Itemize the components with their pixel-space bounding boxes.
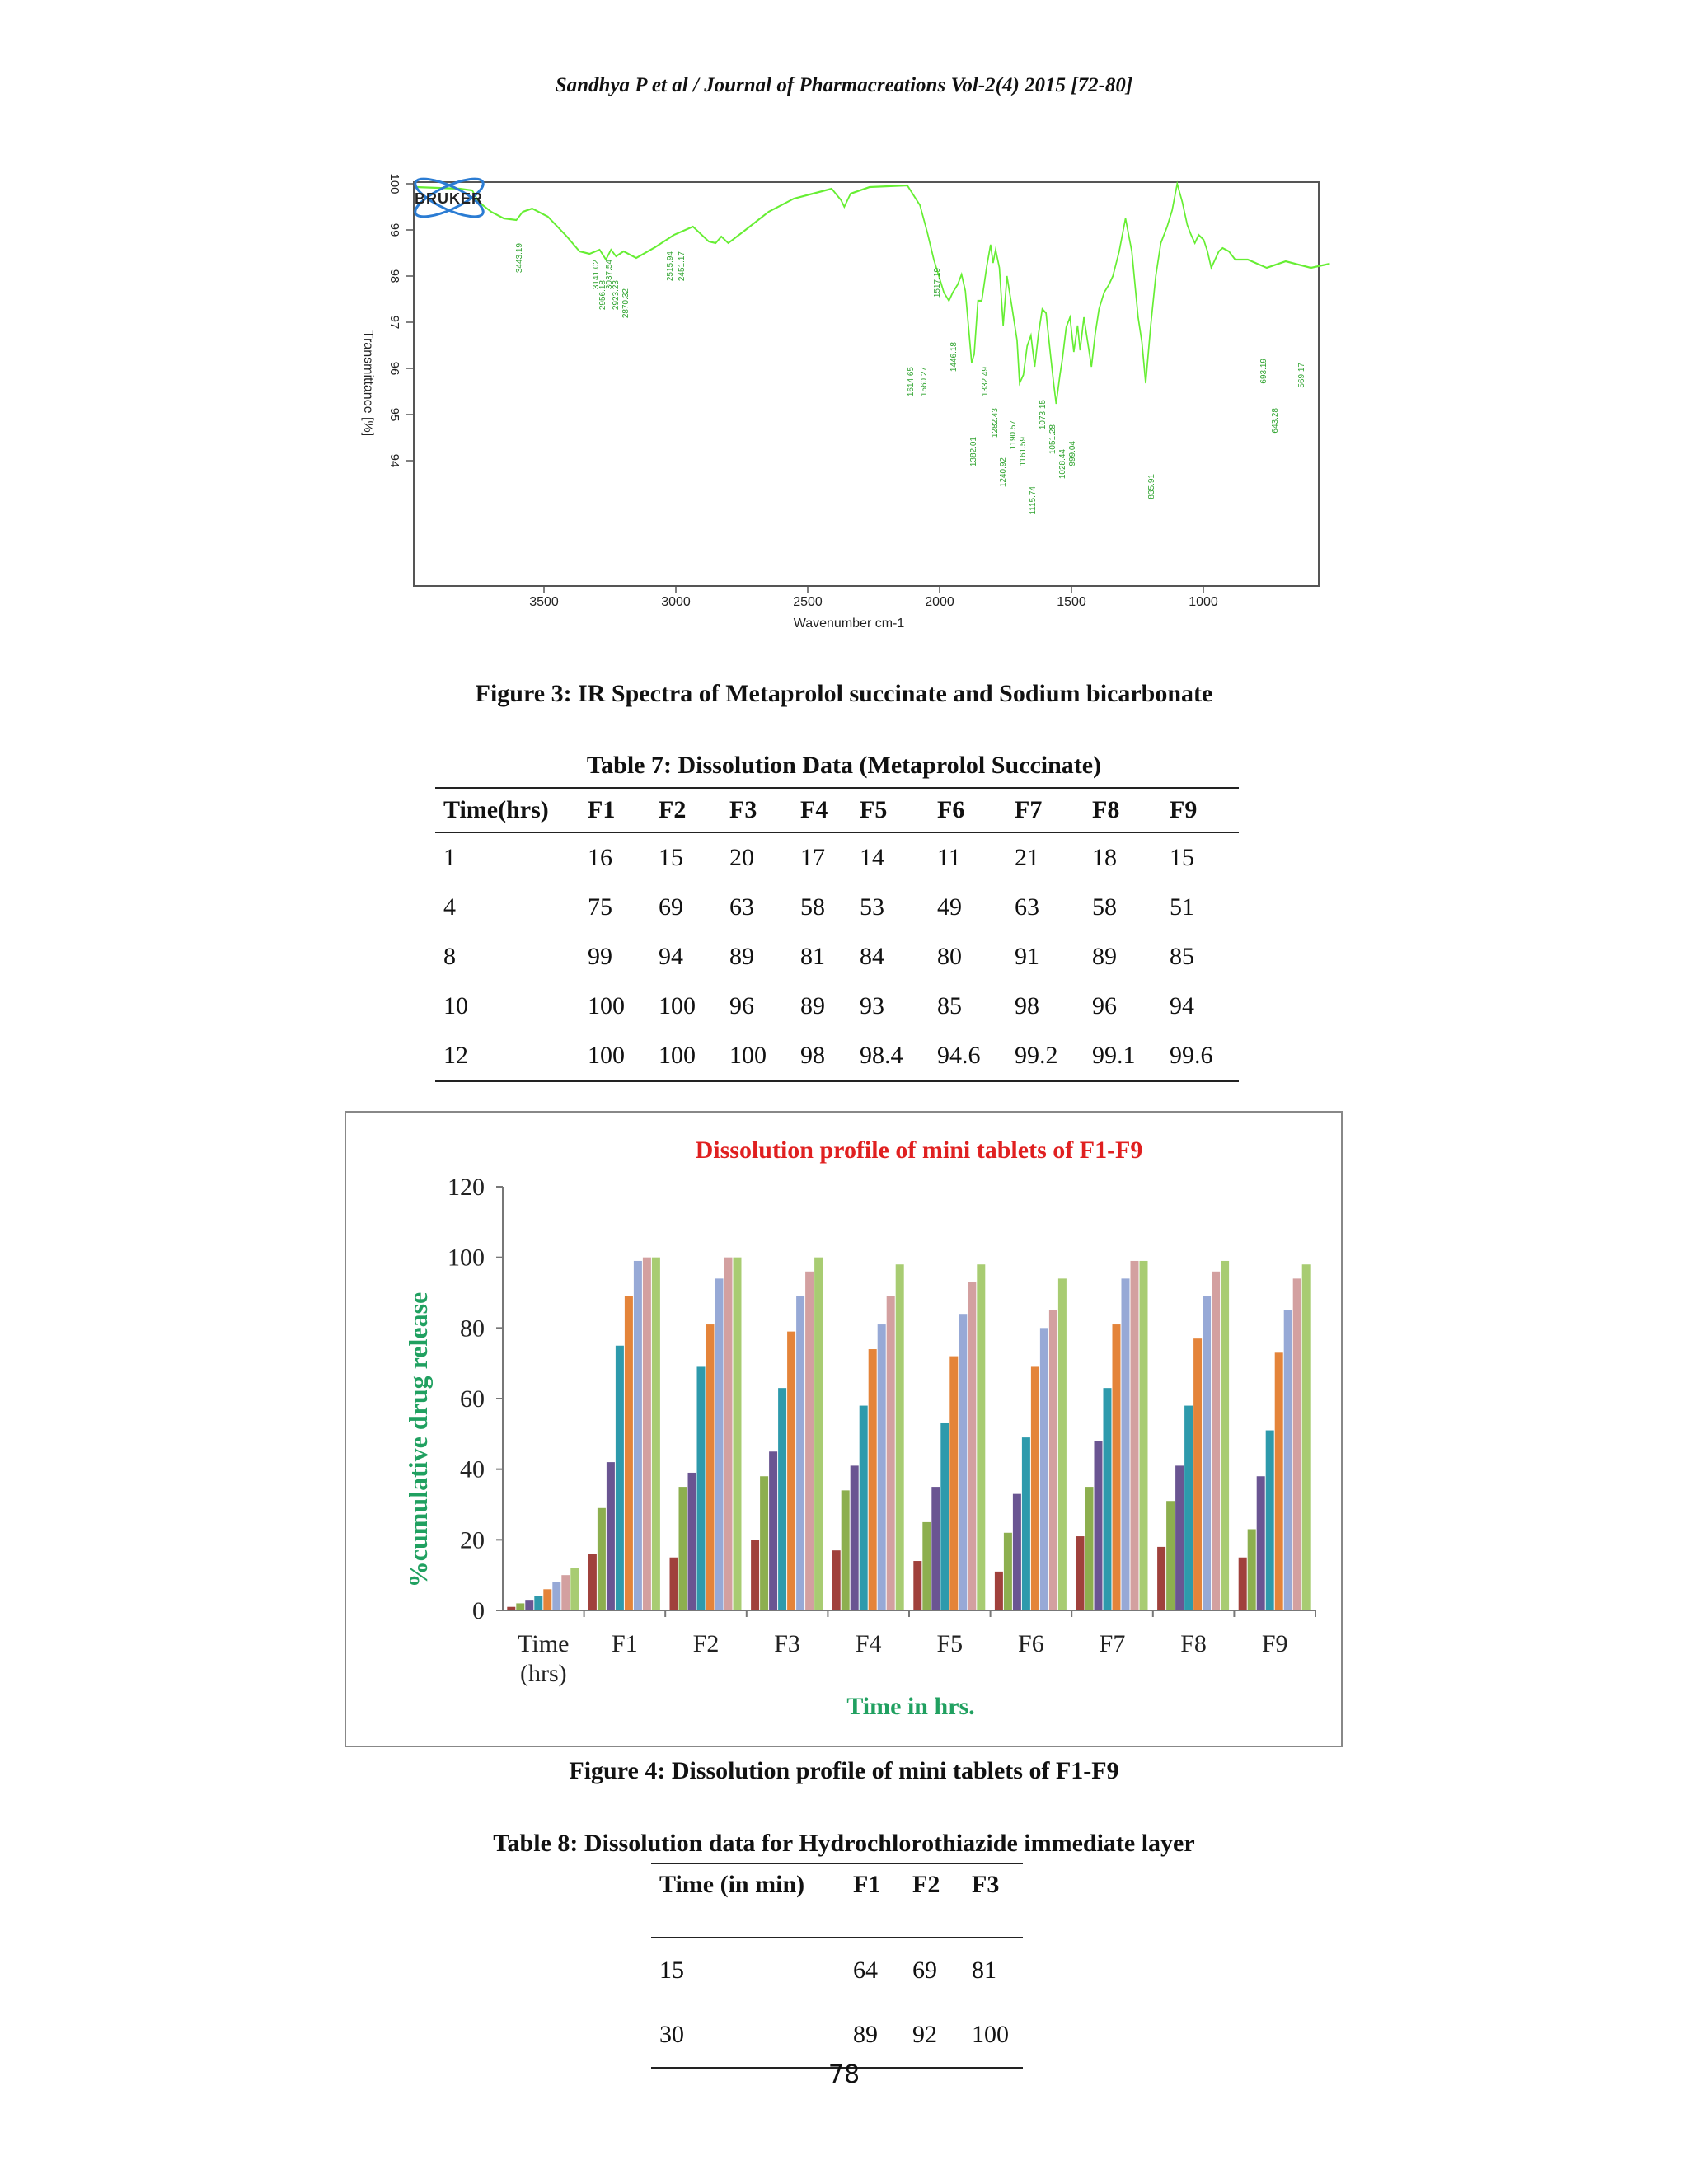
ir-peak-label: 1161.59 (1019, 437, 1028, 466)
bar (697, 1366, 706, 1610)
bar (525, 1600, 533, 1610)
dissolution-chart (345, 1111, 1343, 1747)
table7-cell: 100 (659, 1042, 696, 1069)
table8-cell: 30 (659, 2021, 684, 2048)
ir-y-tick: 95 (387, 407, 401, 422)
table8-cell: 89 (853, 2021, 878, 2048)
table7-cell: 80 (937, 943, 962, 970)
bar (1013, 1494, 1021, 1610)
x-tick-label: F2 (692, 1630, 720, 1657)
table7-caption: Table 7: Dissolution Data (Metaprolol Succinate) (586, 752, 1102, 779)
bar (842, 1490, 850, 1610)
table8-wrapper (651, 1863, 1023, 2069)
table8-row (651, 2003, 1023, 2068)
bar (1122, 1278, 1130, 1610)
bar (940, 1423, 949, 1610)
ir-peak-label: 999.04 (1068, 441, 1077, 466)
bar (516, 1603, 524, 1610)
bar (1175, 1465, 1184, 1610)
x-tick-label: F1 (612, 1630, 638, 1657)
figure3-caption: Figure 3: IR Spectra of Metaprolol succinate and Sodium bicarbonate (475, 680, 1213, 707)
y-tick-label: 80 (460, 1315, 485, 1343)
bar (995, 1572, 1003, 1610)
bar (896, 1264, 904, 1610)
bar (851, 1465, 859, 1610)
ir-y-tick: 98 (387, 269, 401, 284)
bar (561, 1575, 570, 1610)
ir-peak-label: 1614.65 (907, 367, 916, 397)
bar (1212, 1272, 1220, 1610)
ir-peak-label: 1051.28 (1048, 424, 1057, 455)
table7-cell: 91 (1015, 943, 1039, 970)
ir-peak-label: 835.91 (1147, 474, 1156, 499)
bar (1193, 1338, 1202, 1610)
bruker-logo (410, 171, 487, 223)
ir-peak-label: 1282.43 (991, 408, 1000, 438)
x-tick-label: F3 (774, 1630, 800, 1657)
table7-header: F5 (860, 796, 888, 823)
table8-cell: 92 (912, 2021, 937, 2048)
ir-peak-label: 2923.23 (612, 280, 621, 311)
ir-peak-label: 1517.19 (933, 268, 942, 298)
bar (625, 1296, 633, 1610)
ir-x-tick: 2500 (793, 595, 823, 609)
bar (1031, 1366, 1039, 1610)
table7-cell: 12 (443, 1042, 468, 1069)
table7-cell: 96 (729, 992, 754, 1019)
bar (1058, 1278, 1067, 1610)
ir-xlabel: Wavenumber cm-1 (793, 616, 905, 630)
table7-cell: 100 (588, 992, 625, 1019)
bar (679, 1487, 687, 1610)
table7-cell: 93 (860, 992, 884, 1019)
bar (1004, 1533, 1012, 1610)
ir-x-tick: 3500 (529, 595, 559, 609)
bar (734, 1258, 742, 1610)
ir-peak-label: 569.17 (1297, 363, 1306, 388)
table7-cell: 63 (729, 893, 754, 921)
bar (1104, 1388, 1112, 1610)
bar (959, 1314, 967, 1610)
table8-header: F2 (912, 1871, 940, 1898)
ir-peak-label: 2515.94 (666, 251, 675, 282)
bar (706, 1324, 715, 1610)
bar (887, 1296, 895, 1610)
bar (1275, 1352, 1283, 1610)
table7-row (435, 883, 1239, 932)
table8 (651, 1863, 1023, 2069)
bar (878, 1324, 886, 1610)
page-number: 78 (828, 2060, 860, 2089)
table8-header: Time (in min) (659, 1871, 805, 1898)
table8-cell: 81 (972, 1957, 996, 1984)
table8-header: F3 (972, 1871, 1000, 1898)
table7-cell: 99.1 (1092, 1042, 1136, 1069)
table7-row (435, 982, 1239, 1031)
bar (1266, 1431, 1274, 1610)
table8-cell: 64 (853, 1957, 878, 1984)
bar (968, 1282, 976, 1610)
table7-cell: 18 (1092, 844, 1117, 871)
table7-cell: 85 (937, 992, 962, 1019)
table8-header-row (651, 1863, 1023, 1938)
y-tick-label: 40 (460, 1455, 485, 1483)
x-tick-label: F9 (1261, 1630, 1288, 1657)
table7-cell: 58 (800, 893, 825, 921)
ir-x-tick: 2000 (925, 595, 954, 609)
table7-cell: 85 (1170, 943, 1194, 970)
y-tick-label: 100 (448, 1244, 485, 1272)
y-tick-label: 20 (460, 1526, 485, 1554)
ir-x-tick: 1000 (1189, 595, 1218, 609)
bar (977, 1264, 985, 1610)
table8-caption: Table 8: Dissolution data for Hydrochlorothiazide immediate layer (493, 1830, 1195, 1857)
ir-peak-label: 1382.01 (969, 437, 978, 467)
table7-header-row (435, 788, 1239, 832)
table7-cell: 89 (800, 992, 825, 1019)
table7-cell: 51 (1170, 893, 1194, 921)
table7-cell: 99.2 (1015, 1042, 1058, 1069)
bar (552, 1582, 560, 1610)
ir-peak-labels (515, 243, 1306, 515)
table7-header: F2 (659, 796, 687, 823)
ir-peak-label: 3037.54 (605, 260, 614, 290)
table7-cell: 17 (800, 844, 825, 871)
bar (950, 1357, 958, 1610)
table7-cell: 89 (1092, 943, 1117, 970)
ir-peak-label: 1190.57 (1009, 420, 1018, 450)
bar (1140, 1261, 1148, 1610)
bar (778, 1388, 786, 1610)
x-tick-label: F4 (855, 1630, 882, 1657)
table7-header: F4 (800, 796, 828, 823)
table7-header: F1 (588, 796, 616, 823)
bar (652, 1258, 660, 1610)
table7-cell: 16 (588, 844, 612, 871)
table8-cell: 69 (912, 1957, 937, 1984)
table7-header: F6 (937, 796, 965, 823)
ir-peak-label: 2451.17 (678, 251, 687, 282)
bar (913, 1561, 921, 1610)
ir-y-tick: 100 (387, 173, 401, 194)
bar (751, 1540, 759, 1610)
table7-cell: 21 (1015, 844, 1039, 871)
bar (1184, 1406, 1193, 1610)
table8-row (651, 1938, 1023, 2003)
bar (796, 1296, 804, 1610)
x-tick-label: F7 (1099, 1630, 1126, 1657)
table8-cell: 100 (972, 2021, 1009, 2048)
bar (787, 1332, 795, 1610)
table7-cell: 15 (659, 844, 683, 871)
table7-cell: 94 (1170, 992, 1194, 1019)
x-tick-label: F6 (1018, 1630, 1044, 1657)
table7-cell: 53 (860, 893, 884, 921)
bar (1040, 1328, 1048, 1610)
table7-cell: 98.4 (860, 1042, 903, 1069)
bar (598, 1508, 606, 1610)
ir-y-tick: 94 (387, 453, 401, 468)
bar (1095, 1441, 1103, 1610)
x-tick-label: F5 (936, 1630, 964, 1657)
bar (1284, 1310, 1292, 1610)
table7-cell: 98 (1015, 992, 1039, 1019)
x-tick-label: (hrs) (519, 1660, 567, 1687)
table7-header: F8 (1092, 796, 1120, 823)
ir-ylabel: Transmittance [%] (361, 330, 375, 437)
figure4-caption: Figure 4: Dissolution profile of mini tablets of F1-F9 (569, 1757, 1119, 1784)
ir-plot-frame (414, 182, 1319, 586)
table7-cell: 89 (729, 943, 754, 970)
y-axis-label: %cumulative drug release (403, 1291, 433, 1588)
table7-row (435, 832, 1239, 883)
ir-peak-label: 2870.32 (621, 288, 631, 319)
ir-spectrum-line (417, 184, 1330, 404)
bar (1239, 1558, 1247, 1610)
table8-header: F1 (853, 1871, 881, 1898)
table7 (435, 787, 1239, 1082)
table7-cell: 96 (1092, 992, 1117, 1019)
x-tick-label: Time (518, 1630, 570, 1657)
chart-title: Dissolution profile of mini tablets of F1-F9 (695, 1137, 1143, 1164)
dissolution-chart-svg (346, 1113, 1341, 1746)
table7-row (435, 932, 1239, 982)
ir-peak-label: 1560.27 (920, 367, 929, 397)
bar (715, 1278, 724, 1610)
bar (922, 1522, 931, 1610)
table7-cell: 81 (800, 943, 825, 970)
bar (588, 1554, 597, 1610)
bar (1049, 1310, 1057, 1610)
table7-row (435, 1031, 1239, 1081)
bar (1085, 1487, 1094, 1610)
ir-spectrum-figure (346, 169, 1335, 647)
table7-header: F7 (1015, 796, 1043, 823)
x-axis-label: Time in hrs. (846, 1693, 975, 1720)
ir-peak-label: 2956.18 (598, 280, 607, 311)
bar (1221, 1261, 1229, 1610)
bar (1302, 1264, 1311, 1610)
bar (1022, 1437, 1030, 1610)
table7-cell: 94 (659, 943, 683, 970)
bar (507, 1607, 515, 1610)
bar (1203, 1296, 1211, 1610)
bar (1293, 1278, 1301, 1610)
table7-cell: 20 (729, 844, 754, 871)
ir-peak-label: 1028.44 (1058, 449, 1067, 480)
table8-cell: 15 (659, 1957, 684, 1984)
bar (688, 1473, 696, 1610)
table7-header: F3 (729, 796, 757, 823)
x-tick-label: F8 (1180, 1630, 1207, 1657)
bar (832, 1550, 841, 1610)
table7-cell: 99 (588, 943, 612, 970)
ir-y-tick: 96 (387, 361, 401, 376)
table7-cell: 10 (443, 992, 468, 1019)
ir-x-tick: 3000 (661, 595, 691, 609)
bar (1131, 1261, 1139, 1610)
table7-cell: 15 (1170, 844, 1194, 871)
bar (570, 1568, 579, 1610)
table7-cell: 100 (729, 1042, 767, 1069)
bar (860, 1406, 868, 1610)
ir-peak-label: 693.19 (1259, 359, 1268, 384)
ir-peak-label: 1332.49 (981, 367, 990, 397)
ir-peak-label: 1240.92 (999, 457, 1008, 488)
table7-cell: 58 (1092, 893, 1117, 921)
bar (869, 1349, 877, 1610)
ir-peak-label: 3141.02 (592, 260, 601, 290)
ir-peak-label: 3443.19 (515, 243, 524, 274)
bar (769, 1451, 777, 1610)
ir-y-tick: 99 (387, 223, 401, 237)
table7-cell: 94.6 (937, 1042, 981, 1069)
table7-wrapper (435, 787, 1239, 1082)
table7-cell: 99.6 (1170, 1042, 1213, 1069)
ir-y-ticks (387, 173, 401, 467)
bar (1248, 1529, 1256, 1610)
table7-cell: 63 (1015, 893, 1039, 921)
table7-cell: 100 (588, 1042, 625, 1069)
table7-cell: 75 (588, 893, 612, 921)
bar (805, 1272, 814, 1610)
bar (1157, 1547, 1165, 1610)
running-header: Sandhya P et al / Journal of Pharmacreations Vol-2(4) 2015 [72-80] (555, 74, 1133, 96)
table7-cell: 84 (860, 943, 884, 970)
ir-spectrum-svg (346, 169, 1335, 647)
table7-cell: 100 (659, 992, 696, 1019)
bar (1113, 1324, 1121, 1610)
bar (760, 1476, 768, 1610)
bar (814, 1258, 823, 1610)
table7-cell: 1 (443, 844, 456, 871)
y-tick-label: 120 (448, 1174, 485, 1201)
bar (643, 1258, 651, 1610)
table7-cell: 11 (937, 844, 961, 871)
ir-peak-label: 1115.74 (1029, 486, 1038, 515)
bar (724, 1258, 733, 1610)
bar (1166, 1501, 1175, 1610)
ir-peak-label: 643.28 (1271, 408, 1280, 434)
table7-cell: 14 (860, 844, 884, 871)
table7-cell: 98 (800, 1042, 825, 1069)
bar (1257, 1476, 1265, 1610)
bar (634, 1261, 642, 1610)
ir-y-tick: 97 (387, 315, 401, 330)
ir-x-tick: 1500 (1057, 595, 1086, 609)
y-tick-label: 0 (472, 1597, 485, 1624)
bar (670, 1558, 678, 1610)
table7-header: Time(hrs) (443, 796, 549, 823)
y-tick-label: 60 (460, 1385, 485, 1413)
ir-peak-label: 1073.15 (1039, 400, 1048, 430)
table7-cell: 49 (937, 893, 962, 921)
bar (931, 1487, 940, 1610)
table7-cell: 4 (443, 893, 456, 921)
table7-cell: 69 (659, 893, 683, 921)
bruker-logo-text: BRUKER (415, 190, 484, 207)
table7-cell: 8 (443, 943, 456, 970)
bar (543, 1589, 551, 1610)
bar (616, 1346, 624, 1610)
bar (534, 1596, 542, 1610)
table7-header: F9 (1170, 796, 1198, 823)
bar (607, 1462, 615, 1610)
ir-peak-label: 1446.18 (950, 342, 959, 373)
bar (1076, 1536, 1085, 1610)
